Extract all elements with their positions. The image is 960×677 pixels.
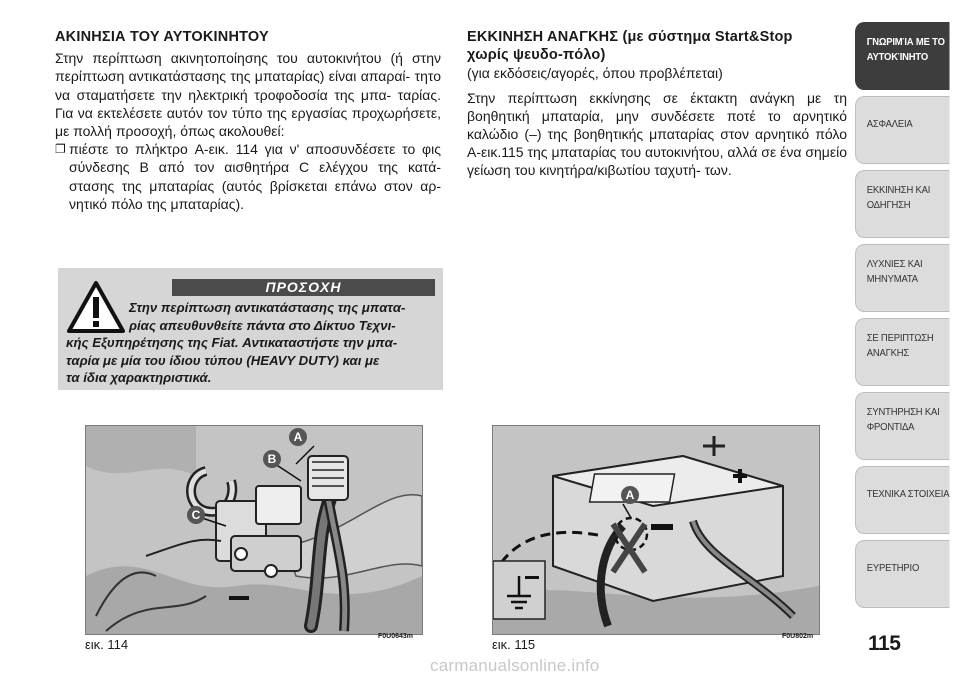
instruction-bullet [55, 140, 441, 213]
tab-warning-lights[interactable] [855, 244, 950, 312]
label-a-badge: A [621, 486, 639, 504]
tab-emergency[interactable] [855, 318, 950, 386]
label-b-badge: B [263, 450, 281, 468]
text-line: πιέστε το πλήκτρο A-εικ. 114 για ν' αποσυνδέσετε το φις [69, 141, 441, 158]
right-column [467, 28, 847, 180]
section-subtitle: (για εκδόσεις/αγορές, όπου προβλέπεται) [467, 65, 723, 82]
text-line: πόλο A-εικ.115 της μπαταρίας του αυτοκινήτου, αλλά [467, 126, 847, 161]
left-column [55, 28, 441, 213]
battery-ground-illustration [493, 426, 819, 634]
tab-label: ΑΣΦΑΛΕΙΑ [866, 118, 913, 130]
text-line: των. [704, 162, 732, 179]
text-line: βοηθητική μπαταρία, μην συνδέσετε ποτέ το αρνητικό [467, 107, 847, 124]
emergency-paragraph [467, 89, 847, 180]
tab-label: ΑΥΤΟΚΊΝΗΤΟ [866, 51, 929, 63]
section-title-emergency-start [467, 28, 847, 64]
title-line: ΕΚΚΙΝΗΣΗ ΑΝΑΓΚΗΣ (με σύστημα Start&Stop [467, 29, 793, 45]
text-line: περίπτωση αντικατάστασης της μπαταρίας) είναι απαραί- [55, 68, 411, 85]
tab-label: ΟΔΗΓΗΣΗ [866, 199, 911, 211]
text-line: καλώδιο (–) της βοηθητικής μπαταρίας στον αρνητικό [467, 126, 810, 143]
tab-label: ΛΥΧΝΙΕΣ ΚΑΙ [866, 258, 923, 270]
text-line: Στην περίπτωση ακινητοποίησης του αυτοκινήτου (ή στην [55, 50, 441, 67]
text-line: σε ένα σημείο γείωση του κινητήρα/κιβωτίου ταχυτή- [467, 144, 847, 179]
label-a-badge: A [289, 428, 307, 446]
tab-index[interactable] [855, 540, 950, 608]
figure-114-battery-sensor [85, 425, 423, 635]
tab-technical-data[interactable] [855, 466, 950, 534]
title-line: χωρίς ψευδο-πόλο) [467, 47, 606, 64]
text-line: τητο να σταματήσετε την ηλεκτρική τροφοδοσία της μπα- [55, 68, 441, 103]
warning-line: τα ίδια χαρακτηριστικά. [66, 370, 212, 385]
tab-label: ΜΗΝΥΜΑΤΑ [866, 273, 918, 285]
battery-sensor-illustration [86, 426, 422, 634]
figure-114-caption: εικ. 114 [85, 637, 129, 652]
tab-safety[interactable] [855, 96, 950, 164]
figure-114-code: F0U0643m [378, 633, 414, 640]
warning-header: ΠΡΟΣΟΧΗ [172, 279, 435, 296]
warning-line: κής Εξυπηρέτησης της Fiat. Αντικαταστήστε την μπα- [66, 335, 398, 350]
figure-115-battery-ground [492, 425, 820, 635]
warning-line: ρίας απευθυνθείτε πάντα στο Δίκτυο Τεχνι- [129, 317, 396, 333]
warning-line: ταρία με μία του ίδιου τύπου (HEAVY DUTY) και με [66, 352, 380, 368]
tab-label: ΣΕ ΠΕΡΙΠΤΩΣΗ [866, 332, 934, 344]
figure-115-caption: εικ. 115 [492, 637, 536, 652]
text-line: στασης της μπαταρίας (αυτός βρίσκεται επάνω στον αρ- [69, 177, 441, 194]
immobilization-paragraph [55, 49, 441, 140]
tab-label: ΦΡΟΝΤΙΔΑ [866, 421, 915, 433]
text-line: Στην περίπτωση εκκίνησης σε έκτακτη ανάγκη με τη [467, 89, 847, 106]
tab-maintenance[interactable] [855, 392, 950, 460]
warning-line: Στην περίπτωση αντικατάστασης της μπατα- [129, 300, 406, 315]
label-c-badge: C [187, 506, 205, 524]
bullet-text [69, 140, 441, 213]
watermark-text: carmanualsonline.info [430, 656, 600, 675]
text-line: ταρίας. Για να εκτελέσετε αυτόν τον τύπο της εργασίας [55, 86, 441, 121]
tab-label: ΣΥΝΤΗΡΗΣΗ ΚΑΙ [866, 406, 940, 418]
checkbox-bullet-icon: ❐ [55, 142, 66, 157]
page-number: 115 [868, 632, 901, 655]
tab-starting-driving[interactable] [855, 170, 950, 238]
figure-115-code: F0U802m [782, 633, 814, 640]
tab-label: ΕΥΡΕΤΗΡΙΟ [866, 562, 920, 574]
tab-label: ΤΕΧΝΙΚΑ ΣΤΟΙΧΕΙΑ [866, 488, 950, 500]
warning-box [58, 268, 443, 390]
tab-label: ΕΚΚΙΝΗΣΗ ΚΑΙ [866, 184, 931, 196]
text-line: προχωρήσετε, με πολλή προσοχή, όπως ακολουθεί: [55, 104, 441, 140]
warning-text [66, 299, 436, 387]
tab-label: ΓΝΩΡΙΜΊΑ ΜΕ ΤΟ [866, 36, 945, 48]
tab-label: ΑΝΑΓΚΗΣ [866, 347, 910, 359]
section-title-immobilization: ΑΚΙΝΗΣΙΑ ΤΟΥ ΑΥΤΟΚΙΝΗΤΟΥ [55, 29, 269, 45]
tab-getting-to-know[interactable] [855, 22, 950, 90]
text-line: σύνδεσης B από τον αισθητήρα C ελέγχου της κατά- [69, 159, 441, 176]
text-line: νητικό πόλο της μπαταρίας). [69, 195, 245, 212]
